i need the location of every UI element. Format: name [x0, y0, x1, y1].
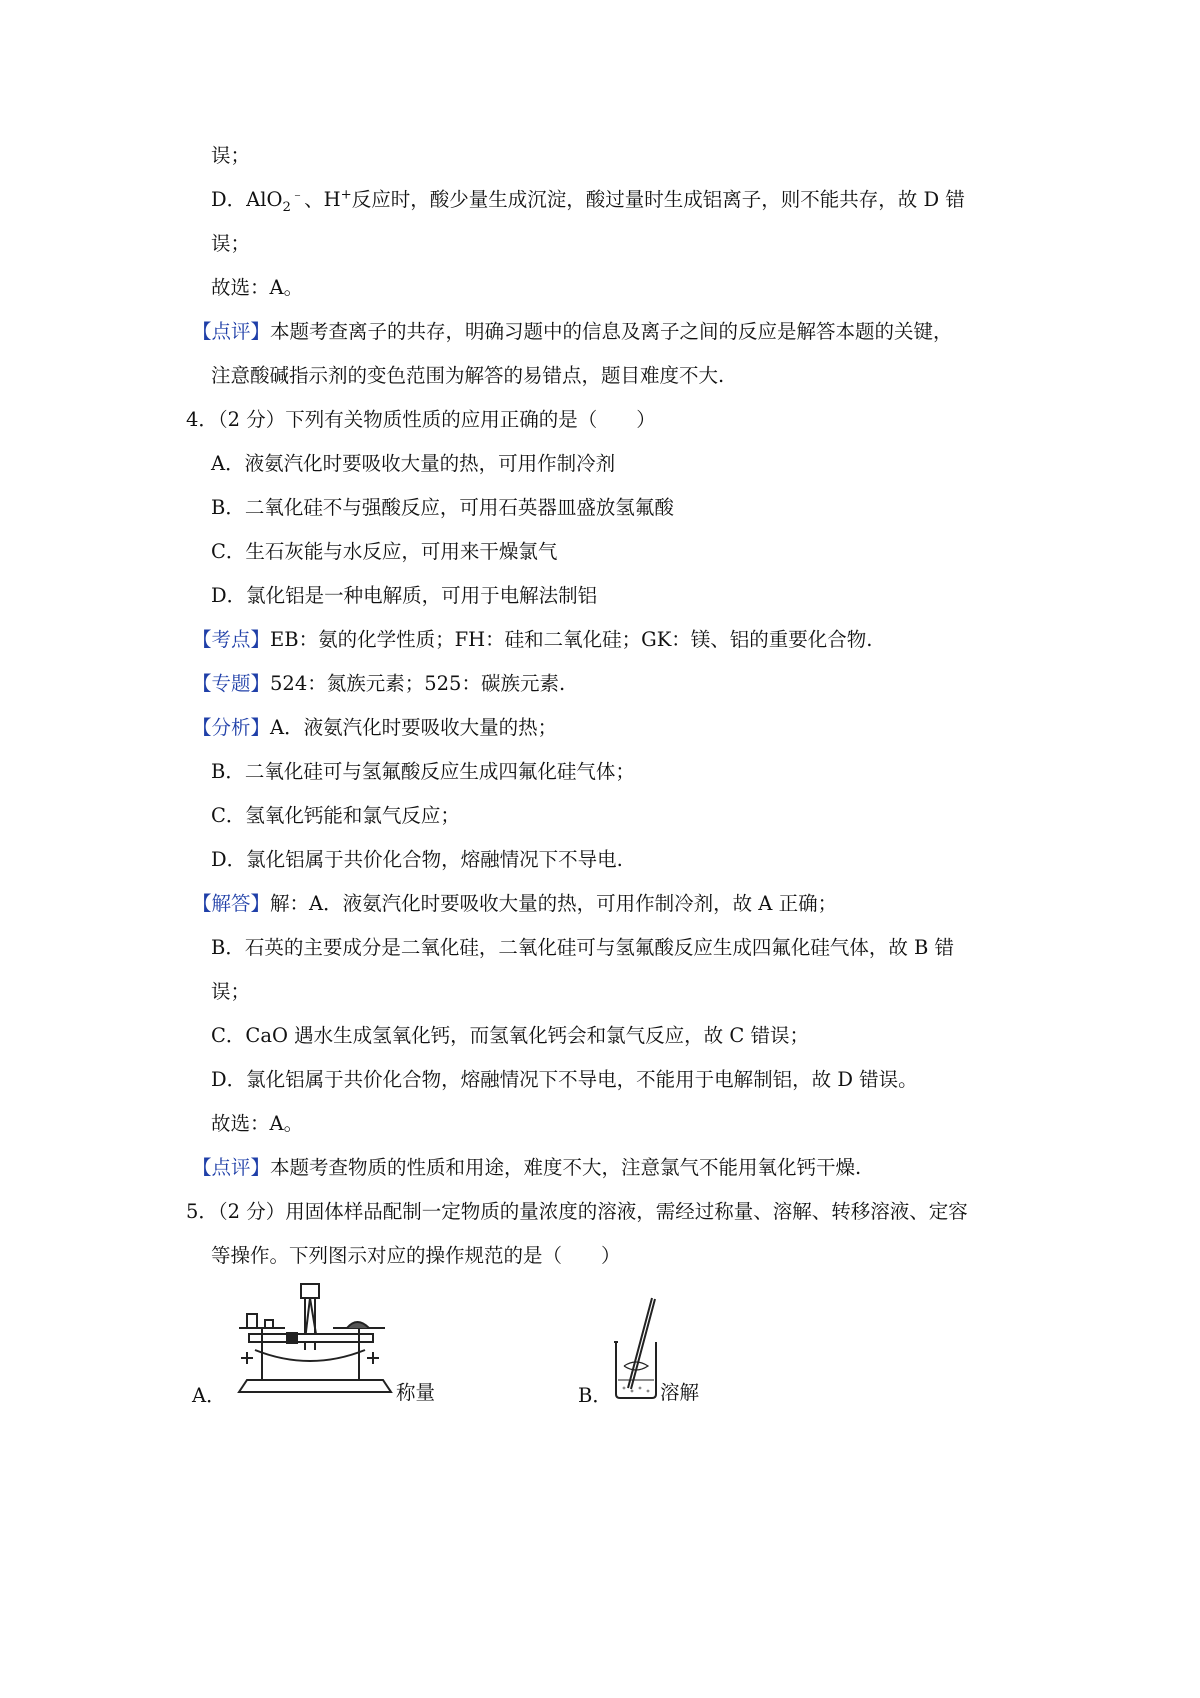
- q4-fenxi-b: B．二氧化硅可与氢氟酸反应生成四氟化硅气体；: [211, 760, 635, 783]
- q4-zhuanti: [192, 671, 565, 697]
- q4-jieda: [192, 891, 837, 917]
- q4-review-tag: 【点评】: [192, 1156, 271, 1179]
- q3-d-line2: 误；: [211, 232, 251, 255]
- q3-review-text1: 本题考查离子的共存，明确习题中的信息及离子之间的反应是解答本题的关键，: [270, 320, 953, 343]
- q5-stem-line1: 5．（2 分）用固体样品配制一定物质的量浓度的溶液，需经过称量、溶解、转移溶液、定容: [186, 1200, 968, 1223]
- q5-option-a-caption: 称量: [396, 1381, 436, 1404]
- q4-fenxi: [192, 715, 557, 741]
- q3-review-line1: [192, 319, 953, 345]
- balance-figure: [235, 1280, 395, 1400]
- q4-option-a: A．液氨汽化时要吸收大量的热，可用作制冷剂: [211, 452, 616, 475]
- q4-jieda-tag: 【解答】: [192, 892, 271, 915]
- q4-kaodian-text: EB：氨的化学性质；FH：硅和二氧化硅；GK：镁、铝的重要化合物.: [270, 628, 873, 651]
- q4-fenxi-tag: 【分析】: [192, 716, 271, 739]
- q3-d-rest: 反应时，酸少量生成沉淀，酸过量时生成铝离子，则不能共存，故 D 错: [351, 188, 965, 211]
- q3-d-sep: 、H: [304, 188, 341, 211]
- q3-d-line1: [211, 187, 965, 213]
- q3-d-sup2: +: [340, 187, 352, 203]
- q3-d-sup: ﹣: [290, 187, 305, 203]
- q5-option-a-letter: A．: [192, 1384, 226, 1407]
- q4-fenxi-a: A．液氨汽化时要吸收大量的热；: [270, 716, 558, 739]
- q3-choose: 故选：A。: [211, 276, 304, 299]
- q3-c-end: 误；: [211, 144, 251, 167]
- q5-option-b-letter: B．: [578, 1384, 612, 1407]
- q4-kaodian: [192, 627, 872, 653]
- q4-kaodian-tag: 【考点】: [192, 628, 271, 651]
- q4-zhuanti-text: 524：氮族元素；525：碳族元素.: [270, 672, 566, 695]
- q3-d-sub: 2: [282, 199, 291, 215]
- q4-jieda-b1: B．石英的主要成分是二氧化硅，二氧化硅可与氢氟酸反应生成四氟化硅气体，故 B 错: [211, 936, 955, 959]
- q4-zhuanti-tag: 【专题】: [192, 672, 271, 695]
- q4-jieda-b2: 误；: [211, 980, 251, 1003]
- q5-option-b-caption: 溶解: [660, 1381, 700, 1404]
- q3-d-prefix: D．AlO: [211, 188, 283, 211]
- q4-option-b: B．二氧化硅不与强酸反应，可用石英器皿盛放氢氟酸: [211, 496, 674, 519]
- q4-jieda-a: 解：A．液氨汽化时要吸收大量的热，可用作制冷剂，故 A 正确；: [270, 892, 838, 915]
- q4-stem: 4．（2 分）下列有关物质性质的应用正确的是（ ）: [186, 408, 656, 431]
- q3-review-tag: 【点评】: [192, 320, 271, 343]
- beaker-figure: [612, 1296, 662, 1400]
- q4-jieda-c: C．CaO 遇水生成氢氧化钙，而氢氧化钙会和氯气反应，故 C 错误；: [211, 1024, 809, 1047]
- q4-option-d: D．氯化铝是一种电解质，可用于电解法制铝: [211, 584, 598, 607]
- q4-jieda-d: D．氯化铝属于共价化合物，熔融情况下不导电，不能用于电解制铝，故 D 错误。: [211, 1068, 918, 1091]
- q4-fenxi-d: D．氯化铝属于共价化合物，熔融情况下不导电.: [211, 848, 623, 871]
- q4-review-text: 本题考查物质的性质和用途，难度不大，注意氯气不能用氧化钙干燥.: [270, 1156, 862, 1179]
- q4-choose: 故选：A。: [211, 1112, 304, 1135]
- q4-review: [192, 1155, 861, 1181]
- q5-stem-line2: 等操作。下列图示对应的操作规范的是（ ）: [211, 1244, 621, 1267]
- q4-fenxi-c: C．氢氧化钙能和氯气反应；: [211, 804, 460, 827]
- q4-option-c: C．生石灰能与水反应，可用来干燥氯气: [211, 540, 558, 563]
- q3-review-line2: 注意酸碱指示剂的变色范围为解答的易错点，题目难度不大.: [211, 364, 725, 387]
